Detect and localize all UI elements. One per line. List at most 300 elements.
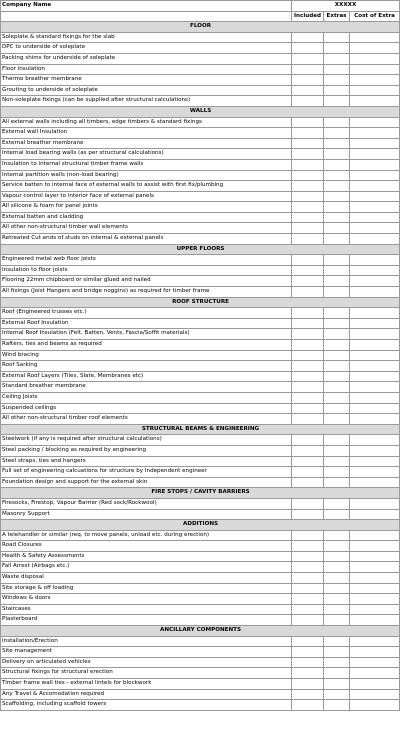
- cost-of-extra-cell[interactable]: [350, 435, 400, 446]
- extras-cell[interactable]: [324, 329, 350, 340]
- line-item-row: [1, 128, 400, 139]
- included-cell[interactable]: [292, 594, 324, 605]
- extras-cell[interactable]: [324, 318, 350, 329]
- line-item-row: [1, 43, 400, 54]
- extras-cell[interactable]: [324, 414, 350, 425]
- line-item-row: [1, 170, 400, 181]
- included-cell[interactable]: [292, 96, 324, 107]
- line-item-description[interactable]: All fixings (Joist Hangers and bridge noggins) as required for timber frame: [1, 287, 292, 298]
- line-item-description[interactable]: Installation/Erection: [1, 636, 292, 647]
- line-item-row: [1, 276, 400, 287]
- line-item-row: [1, 85, 400, 96]
- extras-cell[interactable]: [324, 636, 350, 647]
- included-cell[interactable]: [292, 615, 324, 626]
- extras-cell[interactable]: [324, 445, 350, 456]
- line-item-description[interactable]: Service batten to internal face of external walls to assist with first fix/plumbing: [1, 181, 292, 192]
- included-cell[interactable]: [292, 583, 324, 594]
- line-item-row: [1, 212, 400, 223]
- line-item-row: [1, 562, 400, 573]
- line-item-description[interactable]: Foundation design and support for the external skin: [1, 477, 292, 488]
- line-item-description[interactable]: Soleplate & standard fixings for the slab: [1, 32, 292, 43]
- header-row-supplier: [1, 1, 400, 12]
- line-item-description[interactable]: Flooring 22mm chipboard or similar glued and nailed: [1, 276, 292, 287]
- included-cell[interactable]: [292, 287, 324, 298]
- included-cell[interactable]: [292, 117, 324, 128]
- included-cell[interactable]: [292, 64, 324, 75]
- included-cell[interactable]: [292, 604, 324, 615]
- included-cell[interactable]: [292, 551, 324, 562]
- line-item-description[interactable]: Firesocks, Firestop, Vapour Barrier (Red sock/Rockwool): [1, 498, 292, 509]
- included-cell[interactable]: [292, 128, 324, 139]
- cost-of-extra-cell[interactable]: [350, 170, 400, 181]
- extras-cell[interactable]: [324, 202, 350, 213]
- extras-cell[interactable]: [324, 541, 350, 552]
- line-item-row: [1, 361, 400, 372]
- included-cell[interactable]: [292, 636, 324, 647]
- line-item-description[interactable]: Waste disposal: [1, 573, 292, 584]
- line-item-row: [1, 32, 400, 43]
- extras-cell[interactable]: [324, 467, 350, 478]
- line-item-description[interactable]: Fall Arrest (Airbags etc.): [1, 562, 292, 573]
- line-item-row: [1, 647, 400, 658]
- line-item-row: [1, 573, 400, 584]
- section-header-row: [1, 520, 400, 531]
- extras-cell[interactable]: [324, 181, 350, 192]
- line-item-row: [1, 679, 400, 690]
- cost-of-extra-cell[interactable]: [350, 636, 400, 647]
- line-item-description[interactable]: Structural fixings for structural erection: [1, 668, 292, 679]
- included-cell[interactable]: [292, 318, 324, 329]
- section-header-row: [1, 626, 400, 637]
- cost-of-extra-cell[interactable]: [350, 318, 400, 329]
- included-cell[interactable]: [292, 573, 324, 584]
- cost-of-extra-cell[interactable]: [350, 604, 400, 615]
- extras-cell[interactable]: [324, 149, 350, 160]
- cost-of-extra-cell[interactable]: [350, 647, 400, 658]
- section-title[interactable]: ROOF STRUCTURE: [1, 297, 400, 308]
- cost-of-extra-cell[interactable]: [350, 128, 400, 139]
- extras-cell[interactable]: [324, 234, 350, 245]
- line-item-row: [1, 636, 400, 647]
- line-item-row: [1, 594, 400, 605]
- line-item-description[interactable]: Vapour control layer to interior face of external panels: [1, 191, 292, 202]
- line-item-description[interactable]: A telehandler or similar (req. to move panels, unload etc. during erection): [1, 530, 292, 541]
- included-cell[interactable]: [292, 191, 324, 202]
- cost-of-extra-cell[interactable]: [350, 223, 400, 234]
- line-item-row: [1, 96, 400, 107]
- cost-of-extra-cell[interactable]: [350, 371, 400, 382]
- extras-cell[interactable]: [324, 689, 350, 700]
- extras-cell[interactable]: [324, 96, 350, 107]
- included-cell[interactable]: [292, 212, 324, 223]
- extras-cell[interactable]: [324, 85, 350, 96]
- line-item-description[interactable]: External Roof Insulation: [1, 318, 292, 329]
- line-item-description[interactable]: Road Closures: [1, 541, 292, 552]
- included-cell[interactable]: [292, 265, 324, 276]
- line-item-row: [1, 255, 400, 266]
- section-title[interactable]: FLOOR: [1, 22, 400, 33]
- line-item-row: [1, 181, 400, 192]
- line-item-row: [1, 53, 400, 64]
- extras-cell[interactable]: [324, 371, 350, 382]
- extras-cell[interactable]: [324, 128, 350, 139]
- line-item-description[interactable]: Any Travel & Accomodation required: [1, 689, 292, 700]
- line-item-description[interactable]: Roof Sarking: [1, 361, 292, 372]
- line-item-description[interactable]: Internal load bearing walls (as per structural calculations): [1, 149, 292, 160]
- cost-of-extra-cell[interactable]: [350, 212, 400, 223]
- line-item-row: [1, 191, 400, 202]
- extras-cell[interactable]: [324, 573, 350, 584]
- line-item-description[interactable]: Standard breather membrane: [1, 382, 292, 393]
- header-row-columns: [1, 11, 400, 22]
- line-item-description[interactable]: Windows & doors: [1, 594, 292, 605]
- included-cell[interactable]: [292, 138, 324, 149]
- line-item-row: [1, 117, 400, 128]
- extras-cell[interactable]: [324, 64, 350, 75]
- line-item-description[interactable]: Plasterboard: [1, 615, 292, 626]
- line-item-row: [1, 700, 400, 711]
- cost-of-extra-cell[interactable]: [350, 657, 400, 668]
- extras-cell[interactable]: [324, 308, 350, 319]
- line-item-description[interactable]: External breather membrane: [1, 138, 292, 149]
- extras-cell[interactable]: [324, 350, 350, 361]
- header-blank-cell[interactable]: [1, 11, 292, 22]
- line-item-description[interactable]: Wind bracing: [1, 350, 292, 361]
- cost-of-extra-cell[interactable]: [350, 414, 400, 425]
- section-header-row: [1, 106, 400, 117]
- company-name-cell[interactable]: Company Name: [1, 1, 292, 12]
- section-header-row: [1, 424, 400, 435]
- included-cell[interactable]: [292, 657, 324, 668]
- included-cell[interactable]: [292, 382, 324, 393]
- cost-of-extra-cell[interactable]: [350, 392, 400, 403]
- line-item-description[interactable]: Internal partition walls (non-load bearing): [1, 170, 292, 181]
- included-cell[interactable]: [292, 43, 324, 54]
- extras-cell[interactable]: [324, 265, 350, 276]
- line-item-row: [1, 159, 400, 170]
- extras-cell[interactable]: [324, 477, 350, 488]
- line-item-description[interactable]: Scaffolding, including scaffold towers: [1, 700, 292, 711]
- line-item-description[interactable]: External wall Insulation: [1, 128, 292, 139]
- extras-cell[interactable]: [324, 392, 350, 403]
- extras-cell[interactable]: [324, 668, 350, 679]
- extras-cell[interactable]: [324, 191, 350, 202]
- line-item-description[interactable]: Delivery on articulated vehicles: [1, 657, 292, 668]
- line-item-row: [1, 138, 400, 149]
- cost-of-extra-cell[interactable]: [350, 498, 400, 509]
- extras-cell[interactable]: [324, 615, 350, 626]
- cost-of-extra-cell[interactable]: [350, 340, 400, 351]
- included-cell[interactable]: [292, 308, 324, 319]
- cost-of-extra-cell[interactable]: [350, 181, 400, 192]
- section-header-row: [1, 244, 400, 255]
- extras-cell[interactable]: [324, 53, 350, 64]
- cost-of-extra-cell[interactable]: [350, 551, 400, 562]
- line-item-description[interactable]: Site storage & off loading: [1, 583, 292, 594]
- included-cell[interactable]: [292, 329, 324, 340]
- extras-cell[interactable]: [324, 657, 350, 668]
- line-item-description[interactable]: Staircases: [1, 604, 292, 615]
- cost-of-extra-cell[interactable]: [350, 75, 400, 86]
- line-item-description[interactable]: All other non-structural timber wall elements: [1, 223, 292, 234]
- extras-cell[interactable]: [324, 551, 350, 562]
- included-cell[interactable]: [292, 75, 324, 86]
- line-item-description[interactable]: Insulation to floor joists: [1, 265, 292, 276]
- line-item-row: [1, 340, 400, 351]
- cost-of-extra-cell[interactable]: [350, 234, 400, 245]
- extras-cell[interactable]: [324, 498, 350, 509]
- included-cell[interactable]: [292, 530, 324, 541]
- cost-of-extra-cell[interactable]: [350, 117, 400, 128]
- extras-cell[interactable]: [324, 159, 350, 170]
- cost-of-extra-cell[interactable]: [350, 477, 400, 488]
- line-item-row: [1, 541, 400, 552]
- extras-cell[interactable]: [324, 170, 350, 181]
- line-item-description[interactable]: Site management: [1, 647, 292, 658]
- line-item-description[interactable]: Grouting to underside of soleplate: [1, 85, 292, 96]
- included-cell[interactable]: [292, 668, 324, 679]
- extras-cell[interactable]: [324, 530, 350, 541]
- extras-cell[interactable]: [324, 276, 350, 287]
- line-item-row: [1, 382, 400, 393]
- supplier-name-cell[interactable]: XXXXX: [292, 1, 400, 12]
- line-item-row: [1, 64, 400, 75]
- line-item-description[interactable]: Health & Safety Assessments: [1, 551, 292, 562]
- line-item-description[interactable]: All silicone & foam for panel joints: [1, 202, 292, 213]
- included-cell[interactable]: [292, 700, 324, 711]
- line-item-row: [1, 308, 400, 319]
- line-item-row: [1, 265, 400, 276]
- extras-cell[interactable]: [324, 32, 350, 43]
- section-header-row: [1, 488, 400, 499]
- section-title[interactable]: FIRE STOPS / CAVITY BARRIERS: [1, 488, 400, 499]
- extras-cell[interactable]: [324, 509, 350, 520]
- line-item-description[interactable]: Roof (Engineered trusses etc.): [1, 308, 292, 319]
- cost-of-extra-cell[interactable]: [350, 202, 400, 213]
- line-item-description[interactable]: Thermo breather membrane: [1, 75, 292, 86]
- line-item-row: [1, 477, 400, 488]
- cost-of-extra-cell[interactable]: [350, 329, 400, 340]
- extras-cell[interactable]: [324, 75, 350, 86]
- extras-cell[interactable]: [324, 361, 350, 372]
- cost-of-extra-cell[interactable]: [350, 382, 400, 393]
- extras-cell[interactable]: [324, 287, 350, 298]
- extras-cell[interactable]: [324, 403, 350, 414]
- line-item-row: [1, 350, 400, 361]
- cost-of-extra-cell[interactable]: [350, 594, 400, 605]
- line-item-row: [1, 318, 400, 329]
- extras-cell[interactable]: [324, 562, 350, 573]
- line-item-description[interactable]: External Roof Layers (Tiles, Slate, Membranes etc): [1, 371, 292, 382]
- cost-of-extra-cell[interactable]: [350, 85, 400, 96]
- included-cell[interactable]: [292, 202, 324, 213]
- cost-of-extra-cell[interactable]: [350, 403, 400, 414]
- cost-of-extra-cell[interactable]: [350, 509, 400, 520]
- cost-of-extra-cell[interactable]: [350, 149, 400, 160]
- included-cell[interactable]: [292, 403, 324, 414]
- line-item-row: [1, 414, 400, 425]
- line-item-row: [1, 509, 400, 520]
- included-cell[interactable]: [292, 371, 324, 382]
- included-cell[interactable]: [292, 234, 324, 245]
- cost-of-extra-cell[interactable]: [350, 583, 400, 594]
- section-title[interactable]: WALLS: [1, 106, 400, 117]
- included-cell[interactable]: [292, 159, 324, 170]
- extras-cell[interactable]: [324, 117, 350, 128]
- cost-of-extra-cell[interactable]: [350, 308, 400, 319]
- extras-cell[interactable]: [324, 212, 350, 223]
- line-item-description[interactable]: DPC to underside of soleplate: [1, 43, 292, 54]
- cost-of-extra-cell[interactable]: [350, 350, 400, 361]
- included-cell[interactable]: [292, 255, 324, 266]
- section-title[interactable]: UPPER FLOORS: [1, 244, 400, 255]
- line-item-row: [1, 371, 400, 382]
- extras-cell[interactable]: [324, 700, 350, 711]
- line-item-row: [1, 551, 400, 562]
- included-cell[interactable]: [292, 170, 324, 181]
- line-item-description[interactable]: Rafters, ties and beams as required: [1, 340, 292, 351]
- cost-of-extra-cell[interactable]: [350, 541, 400, 552]
- extras-cell[interactable]: [324, 583, 350, 594]
- line-item-description[interactable]: Retreated Cut ends of studs on internal & external panels: [1, 234, 292, 245]
- included-cell[interactable]: [292, 509, 324, 520]
- included-cell[interactable]: [292, 340, 324, 351]
- cost-of-extra-cell[interactable]: [350, 191, 400, 202]
- cost-of-extra-cell[interactable]: [350, 361, 400, 372]
- cost-of-extra-cell[interactable]: [350, 562, 400, 573]
- line-item-row: [1, 456, 400, 467]
- line-item-description[interactable]: Packing shims for underside of soleplate: [1, 53, 292, 64]
- included-cell[interactable]: [292, 435, 324, 446]
- extras-cell[interactable]: [324, 435, 350, 446]
- extras-cell[interactable]: [324, 255, 350, 266]
- cost-of-extra-cell[interactable]: [350, 53, 400, 64]
- line-item-description[interactable]: Masonry Support: [1, 509, 292, 520]
- included-cell[interactable]: [292, 445, 324, 456]
- line-item-row: [1, 467, 400, 478]
- cost-of-extra-cell[interactable]: [350, 64, 400, 75]
- cost-of-extra-cell[interactable]: [350, 265, 400, 276]
- line-item-description[interactable]: Suspended ceilings: [1, 403, 292, 414]
- section-header-row: [1, 22, 400, 33]
- line-item-row: [1, 530, 400, 541]
- extras-cell[interactable]: [324, 679, 350, 690]
- line-item-row: [1, 202, 400, 213]
- included-cell[interactable]: [292, 541, 324, 552]
- line-item-description[interactable]: Steel packing / blocking as required by engineering: [1, 445, 292, 456]
- cost-of-extra-cell[interactable]: [350, 467, 400, 478]
- extras-cell[interactable]: [324, 604, 350, 615]
- included-cell[interactable]: [292, 85, 324, 96]
- line-item-description[interactable]: Floor insulation: [1, 64, 292, 75]
- cost-of-extra-cell[interactable]: [350, 138, 400, 149]
- col-cost-header[interactable]: Cost of Extra: [350, 11, 400, 22]
- included-cell[interactable]: [292, 276, 324, 287]
- line-item-description[interactable]: All other non-structural timber roof elements: [1, 414, 292, 425]
- line-item-row: [1, 498, 400, 509]
- section-header-row: [1, 297, 400, 308]
- line-item-description[interactable]: Steelwork (if any is required after structural calculations): [1, 435, 292, 446]
- line-item-row: [1, 149, 400, 160]
- section-title[interactable]: STRUCTURAL BEAMS & ENGINEERING: [1, 424, 400, 435]
- line-item-description[interactable]: External batten and cladding: [1, 212, 292, 223]
- line-item-row: [1, 287, 400, 298]
- cost-of-extra-cell[interactable]: [350, 668, 400, 679]
- cost-of-extra-cell[interactable]: [350, 287, 400, 298]
- extras-cell[interactable]: [324, 43, 350, 54]
- included-cell[interactable]: [292, 223, 324, 234]
- cost-of-extra-cell[interactable]: [350, 96, 400, 107]
- included-cell[interactable]: [292, 498, 324, 509]
- line-item-description[interactable]: Full set of engineering calcuations for structure by Independent engineer: [1, 467, 292, 478]
- line-item-row: [1, 604, 400, 615]
- extras-cell[interactable]: [324, 340, 350, 351]
- section-title[interactable]: ANCILLARY COMPONENTS: [1, 626, 400, 637]
- line-item-row: [1, 668, 400, 679]
- cost-of-extra-cell[interactable]: [350, 573, 400, 584]
- included-cell[interactable]: [292, 149, 324, 160]
- line-item-description[interactable]: Internal Roof Insulation (Felt, Batten, Vents, Fascia/Soffit materials): [1, 329, 292, 340]
- cost-of-extra-cell[interactable]: [350, 615, 400, 626]
- included-cell[interactable]: [292, 32, 324, 43]
- extras-cell[interactable]: [324, 223, 350, 234]
- line-item-row: [1, 689, 400, 700]
- line-item-description[interactable]: Non-soleplate fixings (can be supplied after structural calculations): [1, 96, 292, 107]
- included-cell[interactable]: [292, 647, 324, 658]
- extras-cell[interactable]: [324, 594, 350, 605]
- included-cell[interactable]: [292, 689, 324, 700]
- line-item-description[interactable]: Insulation to internal structural timber frame walls: [1, 159, 292, 170]
- included-cell[interactable]: [292, 679, 324, 690]
- extras-cell[interactable]: [324, 138, 350, 149]
- included-cell[interactable]: [292, 456, 324, 467]
- included-cell[interactable]: [292, 477, 324, 488]
- cost-of-extra-cell[interactable]: [350, 43, 400, 54]
- section-title[interactable]: ADDITIONS: [1, 520, 400, 531]
- included-cell[interactable]: [292, 361, 324, 372]
- included-cell[interactable]: [292, 53, 324, 64]
- extras-cell[interactable]: [324, 382, 350, 393]
- line-item-description[interactable]: Ceiling Joists: [1, 392, 292, 403]
- included-cell[interactable]: [292, 562, 324, 573]
- cost-of-extra-cell[interactable]: [350, 32, 400, 43]
- cost-of-extra-cell[interactable]: [350, 445, 400, 456]
- included-cell[interactable]: [292, 181, 324, 192]
- line-item-description[interactable]: All external walls including all timbers, edge timbers & standard fixings: [1, 117, 292, 128]
- cost-of-extra-cell[interactable]: [350, 255, 400, 266]
- included-cell[interactable]: [292, 350, 324, 361]
- cost-of-extra-cell[interactable]: [350, 700, 400, 711]
- col-extras-header[interactable]: Extras: [324, 11, 350, 22]
- line-item-description[interactable]: Timber frame wall ties - external lintels for blockwork: [1, 679, 292, 690]
- cost-of-extra-cell[interactable]: [350, 530, 400, 541]
- included-cell[interactable]: [292, 467, 324, 478]
- line-item-description[interactable]: Engineered metal web floor joists: [1, 255, 292, 266]
- included-cell[interactable]: [292, 414, 324, 425]
- col-included-header[interactable]: Included: [292, 11, 324, 22]
- cost-of-extra-cell[interactable]: [350, 689, 400, 700]
- line-item-row: [1, 223, 400, 234]
- line-item-row: [1, 615, 400, 626]
- cost-of-extra-cell[interactable]: [350, 456, 400, 467]
- cost-of-extra-cell[interactable]: [350, 276, 400, 287]
- extras-cell[interactable]: [324, 647, 350, 658]
- included-cell[interactable]: [292, 392, 324, 403]
- line-item-description[interactable]: Steel straps, ties and hangers: [1, 456, 292, 467]
- extras-cell[interactable]: [324, 456, 350, 467]
- cost-of-extra-cell[interactable]: [350, 159, 400, 170]
- cost-of-extra-cell[interactable]: [350, 679, 400, 690]
